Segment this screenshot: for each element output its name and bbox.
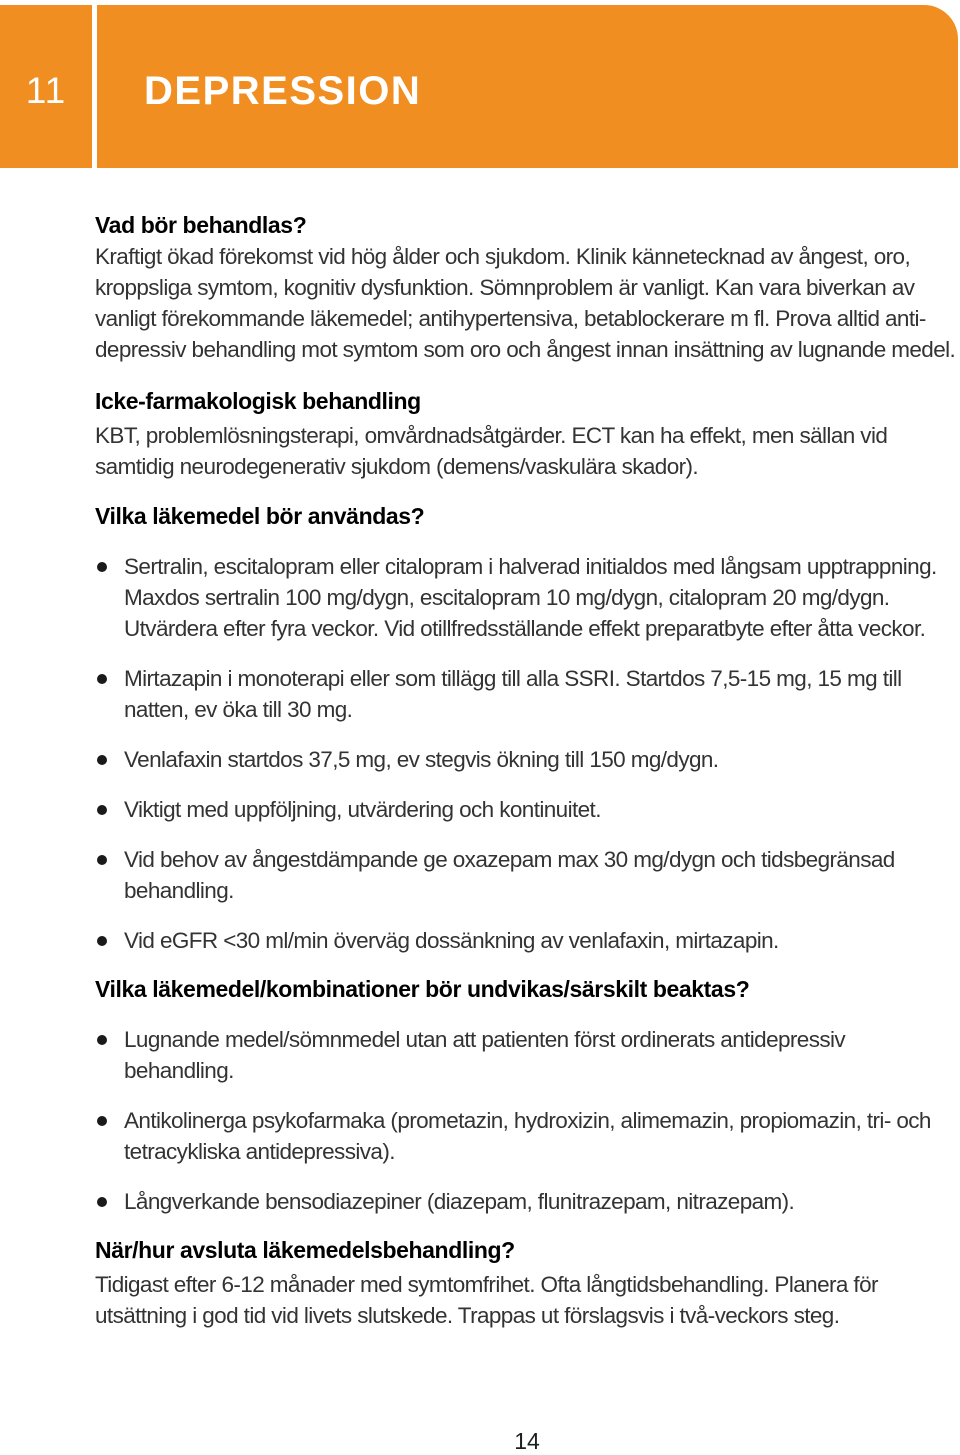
section-text-ending: Tidigast efter 6-12 månader med symtomfrihet. Ofta långtidsbehandling. Planera för utsättning i god tid vid livets slutskede. Trappas ut förslagsvis i två-veckors steg. (95, 1272, 878, 1328)
list-item: Lugnande medel/sömnmedel utan att patienten först ordinerats antidepressiv behandling. (95, 1024, 957, 1086)
bullet-icon (97, 1116, 107, 1126)
list-item: Antikolinerga psykofarmaka (prometazin, hydroxizin, alimemazin, propiomazin, tri- och tetracykliska antidepressiva). (95, 1105, 957, 1167)
section-title-ending: När/hur avsluta läkemedelsbehandling? (95, 1237, 515, 1263)
chapter-number: 11 (25, 70, 67, 111)
bullet-icon (97, 674, 107, 684)
section-text-non-pharma: KBT, problemlösningsterapi, omvårdnadsåtgärder. ECT kan ha effekt, men sällan vid samtidig neurodegenerativ sjukdom (demens/vaskulära skador). (95, 423, 888, 479)
list-item: Vid eGFR <30 ml/min överväg dossänkning av venlafaxin, mirtazapin. (95, 925, 957, 956)
bullet-icon (97, 855, 107, 865)
document-content (95, 210, 957, 1331)
bullet-icon (97, 755, 107, 765)
chapter-title-box (97, 5, 958, 168)
drugs-to-avoid-list (95, 1024, 957, 1217)
section-title-drugs-to-avoid: Vilka läkemedel/kombinationer bör undvikas/särskilt beaktas? (95, 976, 750, 1002)
page-number: 14 (514, 1428, 540, 1454)
chapter-title: DEPRESSION (144, 69, 422, 113)
list-item: Långverkande bensodiazepiner (diazepam, flunitrazepam, nitrazepam). (95, 1186, 957, 1217)
section-title-drugs-to-use: Vilka läkemedel bör användas? (95, 503, 425, 529)
section-title-what-to-treat: Vad bör behandlas? (95, 212, 307, 238)
list-item: Vid behov av ångestdämpande ge oxazepam max 30 mg/dygn och tidsbegränsad behandling. (95, 844, 957, 906)
list-item: Viktigt med uppföljning, utvärdering och kontinuitet. (95, 794, 957, 825)
bullet-icon (97, 936, 107, 946)
bullet-icon (97, 562, 107, 572)
drugs-to-use-list (95, 551, 957, 956)
section-text-what-to-treat: Kraftigt ökad förekomst vid hög ålder och sjukdom. Klinik kännetecknad av ångest, oro, kroppsliga symtom, kognitiv dysfunktion. Sömnproblem är vanligt. Kan vara biverkan av vanligt förekommande läkemedel; antihypertensiva, betablockerare m fl. Prova alltid anti-depressiv behandling mot symtom som oro och ångest innan insättning av lugnande medel. (95, 244, 956, 362)
bullet-icon (97, 1197, 107, 1207)
chapter-header (0, 5, 958, 168)
section-title-non-pharma: Icke-farmakologisk behandling (95, 388, 421, 414)
chapter-number-box (0, 5, 92, 168)
list-item: Sertralin, escitalopram eller citalopram i halverad initialdos med långsam upptrappning. Maxdos sertralin 100 mg/dygn, escitalopram 10 mg/dygn, citalopram 20 mg/dygn. Utvärdera efter fyra veckor. Vid otillfredsställande effekt preparatbyte efter åtta veckor. (95, 551, 957, 644)
list-item: Venlafaxin startdos 37,5 mg, ev stegvis ökning till 150 mg/dygn. (95, 744, 957, 775)
list-item: Mirtazapin i monoterapi eller som tillägg till alla SSRI. Startdos 7,5-15 mg, 15 mg till natten, ev öka till 30 mg. (95, 663, 957, 725)
bullet-icon (97, 1035, 107, 1045)
bullet-icon (97, 805, 107, 815)
